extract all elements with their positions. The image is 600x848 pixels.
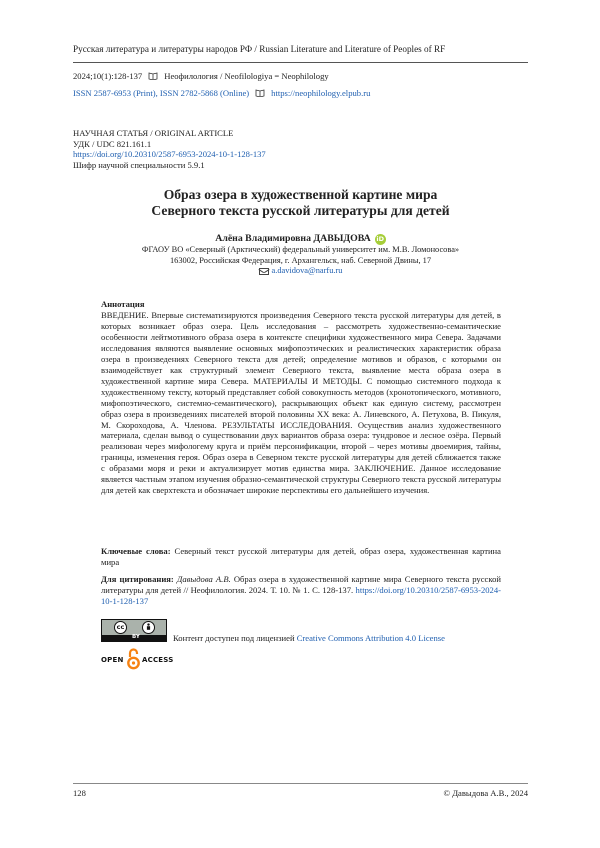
abstract-heading: Аннотация bbox=[101, 299, 145, 309]
book-icon bbox=[148, 72, 158, 80]
license-text bbox=[173, 633, 445, 643]
cc-by-label: BY bbox=[132, 634, 140, 640]
title-line-2: Северного текста русской литературы для детей bbox=[151, 202, 450, 218]
keywords-label: Ключевые слова: bbox=[101, 546, 171, 556]
title-line-1: Образ озера в художественной картине мира bbox=[163, 187, 438, 202]
citation-text: Образ озера в художественной картине мира Северного текста русской литературы для детей // Неофилология. 2024. Т. 10. № 1. С. 128-137. bbox=[101, 574, 501, 595]
affiliation: ФГАОУ ВО «Северный (Арктический) федеральный университет им. М.В. Ломоносова» bbox=[141, 245, 460, 254]
address: 163002, Российская Федерация, г. Архангельск, наб. Северной Двины, 17 bbox=[169, 255, 432, 265]
book-icon bbox=[255, 89, 265, 97]
license-link[interactable]: Creative Commons Attribution 4.0 License bbox=[296, 633, 445, 643]
author-block bbox=[73, 234, 528, 279]
issue-line bbox=[73, 71, 329, 81]
citation bbox=[101, 574, 501, 607]
author-name: Алёна Владимировна ДАВЫДОВА bbox=[215, 233, 371, 245]
citation-doi-link[interactable]: https://doi.org/10.20310/2587-6953-2024-10-1-128-137 bbox=[101, 585, 501, 606]
specialty-code: Шифр научной специальности 5.9.1 bbox=[73, 159, 205, 170]
citation-label: Для цитирования: bbox=[101, 574, 174, 584]
issn-info: ISSN 2587-6953 (Print), ISSN 2782-5868 (Online) bbox=[73, 88, 250, 98]
issn-line bbox=[73, 88, 370, 98]
article-meta bbox=[73, 128, 266, 170]
envelope-icon bbox=[259, 268, 269, 275]
citation-author: Давыдова А.В. bbox=[176, 574, 231, 584]
keywords bbox=[101, 546, 501, 568]
page-number: 128 bbox=[73, 788, 86, 798]
doi-link[interactable]: https://doi.org/10.20310/2587-6953-2024-10-1-128-137 bbox=[73, 149, 266, 160]
oa-open-word: OPEN bbox=[101, 656, 124, 664]
license-prefix: Контент доступен под лицензией bbox=[173, 633, 295, 643]
cc-badge-top bbox=[102, 620, 166, 635]
issue-info: 2024;10(1):128-137 bbox=[73, 71, 143, 81]
udc: УДК / UDC 821.161.1 bbox=[73, 138, 152, 149]
cc-icon: cc bbox=[114, 621, 127, 634]
email-link[interactable]: a.davidova@narfu.ru bbox=[271, 266, 343, 276]
cc-by-badge[interactable] bbox=[101, 619, 167, 642]
orcid-icon[interactable]: iD bbox=[376, 235, 385, 243]
journal-url-link[interactable]: https://neophilology.elpub.ru bbox=[271, 88, 371, 98]
open-access-lock-icon bbox=[127, 648, 140, 670]
article-type: НАУЧНАЯ СТАТЬЯ / ORIGINAL ARTICLE bbox=[73, 128, 234, 138]
open-access-logo bbox=[101, 648, 181, 670]
header-divider bbox=[73, 62, 528, 63]
email-row bbox=[259, 266, 343, 277]
copyright: © Давыдова А.В., 2024 bbox=[443, 788, 528, 798]
journal-header: Русская литература и литературы народов РФ / Russian Literature and Literature of Peoples of RF bbox=[73, 44, 446, 54]
footer-divider bbox=[73, 783, 528, 784]
author-name-row bbox=[215, 234, 385, 245]
keywords-text: Северный текст русской литературы для детей, образ озера, художественная картина мира bbox=[101, 546, 501, 567]
attribution-icon bbox=[142, 621, 155, 634]
abstract-text: ВВЕДЕНИЕ. Впервые систематизируются произведения Северного текста русской литературы для детей, в которых возникает образ озера. Цель исследования – рассмотреть художественно-семантические особенности лейтмотивного образа озера в контексте специфики художественного мира Севера. Задачами исследования являются выявление основных мифопоэтических и реалистических характеристик образа озера в произведениях Северного текста для детей; определение мотивов и образов, с которыми он взаимодействует как структурный элемент Северного текста, выявление места образа озера в художественной картине мира Севера. МАТЕРИАЛЫ И МЕТОДЫ. С помощью системного подхода к художественному тексту, который представляет собой совокупность методов (хронотопического, мотивного, мифопоэтического, системно-семантического), раскрывающих объект как единую систему, рассмотрен образ озера в произведениях писателей второй половины XX века: А. Линевского, А. Петухова, В. Пикуля, М. Скороходова, А. Членова. РЕЗУЛЬТАТЫ ИССЛЕДОВАНИЯ. Осуществив анализ художественного материала, сделан вывод о существовании двух вариантов образа озера: тундровое и лесное озёра. Первый реализован через мифологему круга и приём персонификации, второй – через мотивы двоемирия, тайны, границы, изменения героя. Образ озера в Северном тексте русской литературы для детей сближается также с образами моря и реки и актуализирует мотив единства мира. ЗАКЛЮЧЕНИЕ. Данное исследование является частным этапом изучения образно-семантической структуры Северного текста русской литературы для детей как сверхтекста и обозначает широкие перспективы его дальнейшего изучения. bbox=[101, 310, 501, 496]
oa-access-word: ACCESS bbox=[142, 656, 174, 664]
article-title bbox=[73, 187, 528, 218]
section-info: Неофилология / Neofilologiya = Neophilology bbox=[164, 71, 329, 81]
